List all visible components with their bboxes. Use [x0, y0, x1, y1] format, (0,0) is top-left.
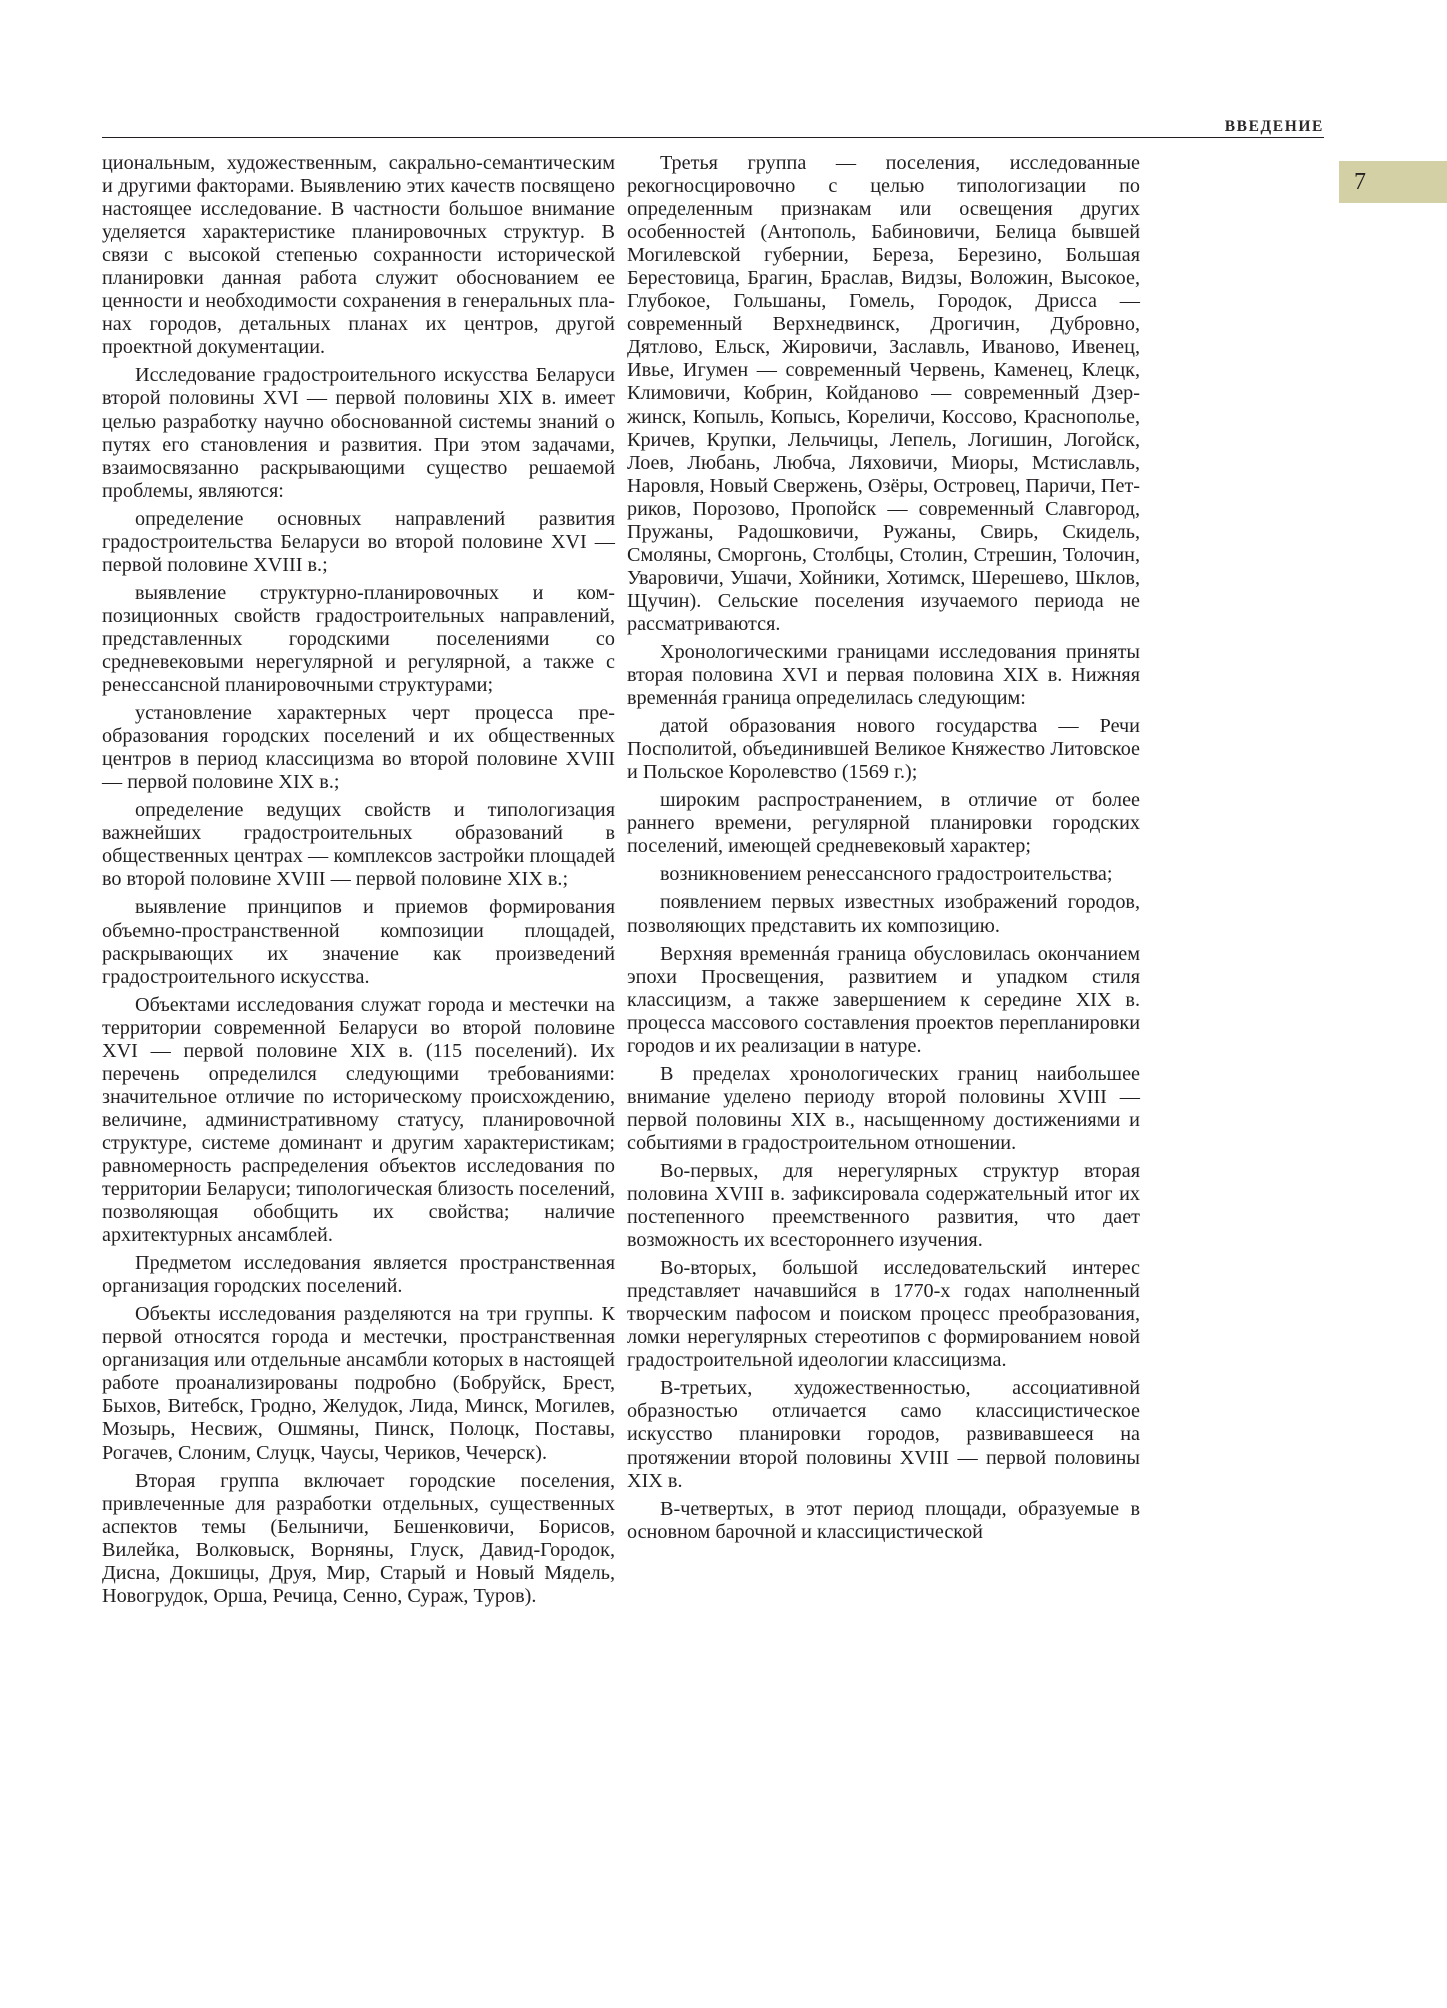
paragraph: В-четвертых, в этот период площади, образуемые в основном барочной и классицистической: [627, 1497, 1140, 1543]
page-number-tab: [1339, 161, 1447, 203]
paragraph: Вторая группа включает городские поселения, привлеченные для разработки отдельных, существенных аспектов темы (Белыничи, Бешенковичи, Борисов, Вилейка, Волковыск, Ворняны, Глуск, Давид-Городок, Дисна, Докшицы, Друя, Мир, Старый и Новый Мядель, Новогрудок, Орша, Речица, Сенно, Сураж, Туров).: [102, 1469, 615, 1607]
list-item: выявление структурно-планировочных и композиционных свойств градостроительных направлений, представленных городскими поселениями со средневековыми нерегулярной и регулярной, а также с ренессансной планировочными структурами;: [102, 581, 615, 697]
left-column: [102, 152, 615, 1608]
right-column: [627, 152, 1140, 1544]
list-item: определение ведущих свойств и типологизация важнейших градостроительных образований в общественных центрах — комплексов застройки площадей во второй половине XVIII — первой половине XIX в.;: [102, 799, 615, 891]
paragraph: Верхняя временнáя граница обусловилась окончанием эпохи Просвещения, развитием и упадком стиля классицизм, а также завершением к середине XIX в. процесса массового составления проектов перепланировки городов и их реализации в натуре.: [627, 942, 1140, 1057]
paragraph: Во-первых, для нерегулярных структур вторая половина XVIII в. зафиксировала содержательный итог их постепенного преемственного развития, что дает возможность их всестороннего изучения.: [627, 1159, 1140, 1252]
list-item: датой образования нового государства — Речи Посполитой, объединившей Великое Княжество Литовское и Польское Королевство (1569 г.);: [627, 715, 1140, 784]
list-item: определение основных направлений развития градостроительства Беларуси во второй половине XVI — первой половине XVIII в.;: [102, 507, 615, 576]
list-item: возникновением ренессансного градостроительства;: [660, 863, 1113, 886]
list-item: появлением первых известных изображений городов, позволяющих представить их композицию.: [627, 891, 1140, 937]
header-rule: [102, 137, 1324, 138]
paragraph: В пределах хронологических границ наибольшее внимание уделено периоду второй половины XVIII — первой половины XIX в., насыщенному достижениями и событиями в градостроительном отношении.: [627, 1062, 1140, 1154]
list-item: выявление принципов и приемов формирования объемно-пространственной композиции площадей, раскрывающих их значение как произведений градостроительного искусства.: [102, 896, 615, 988]
paragraph: Объекты исследования разделяются на три группы. К первой относятся города и местечки, пространственная организация или отдельные ансамбли которых в настоящей работе проанализированы подробно (Бобруйск, Брест, Быхов, Витебск, Гродно, Желудок, Лида, Минск, Могилев, Мозырь, Несвиж, Ошмяны, Пинск, Полоцк, Поставы, Рогачев, Слоним, Слуцк, Чаусы, Чериков, Чечерск).: [102, 1303, 615, 1464]
paragraph: Объектами исследования служат города и местечки на территории современной Беларуси во второй половине XVI — первой половине XIX в. (115 поселений). Их перечень определился следующими требованиями: значительное отличие по историческому происхождению, величине, административному статусу, планировочной структуре, системе доминант и другим характеристикам; равномерность распределения объектов исследования по территории Беларуси; типологическая близость поселений, позволяющая обобщить их свойства; наличие архитектурных ансамблей.: [102, 993, 615, 1247]
paragraph: Во-вторых, большой исследовательский интерес представляет начавшийся в 1770-х годах наполненный творческим пафосом и поиском процесс преобразования, ломки нерегулярных стереотипов с формированием новой градостроительной идеологии классицизма.: [627, 1257, 1140, 1372]
paragraph: Третья группа — поселения, исследованные рекогносцировочно с целью типологизации по определенным признакам или освещения других особенностей (Антополь, Бабиновичи, Белица бывшей Могилевской губернии, Береза, Березино, Большая Берестовица, Брагин, Браслав, Видзы, Воложин, Высокое, Глубокое, Гольшаны, Гомель, Городок, Дрисса — современный Верхнедвинск, Дрогичин, Дубровно, Дятлово, Ельск, Жировичи, Заславль, Иваново, Ивенец, Ивье, Игумен — современный Червень, Каменец, Клецк, Климовичи, Кобрин, Койданово — современный Дзержинск, Копыль, Копысь, Кореличи, Коссово, Краснополье, Кричев, Крупки, Лельчицы, Лепель, Логишин, Логойск, Лоев, Любань, Любча, Ляховичи, Миоры, Мстиславль, Наровля, Новый Свержень, Озёры, Островец, Паричи, Петриков, Порозово, Пропойск — современный Славгород, Пружаны, Радошковичи, Ружаны, Свирь, Скидель, Смоляны, Сморгонь, Столбцы, Столин, Стрешин, Толочин, Уваровичи, Ушачи, Хойники, Хотимск, Шерешево, Шклов, Щучин). Сельские поселения изучаемого периода не рассматриваются.: [627, 152, 1140, 635]
paragraph: В-третьих, художественностью, ассоциативной образностью отличается само классицистическое искусство планировки городов, развивавшееся на протяжении второй половины XVIII — первой половины XIX в.: [627, 1377, 1140, 1492]
running-head: ВВЕДЕНИЕ: [1224, 118, 1324, 135]
paragraph: Предметом исследования является пространственная организация городских поселений.: [102, 1252, 615, 1298]
list-item: установление характерных черт процесса преобразования городских поселений и их общественных центров в период классицизма во второй половине XVIII — первой половине XIX в.;: [102, 702, 615, 794]
list-item: широким распространением, в отличие от более раннего времени, регулярной планировки городских поселений, имеющей средневековый характер;: [627, 789, 1140, 858]
paragraph: циональным, художественным, сакрально-семантическим и другими факторами. Выявлению этих качеств посвящено настоящее исследование. В частности большое внимание уделяется характеристике планировочных структур. В связи с высокой степенью сохранности исторической планировки данная работа служит обоснованием ее ценности и необходимости сохранения в генеральных планах городов, детальных планах их центров, другой проектной документации.: [102, 152, 615, 359]
paragraph: Исследование градостроительного искусства Беларуси второй половины XVI — первой половины XIX в. имеет целью разработку научно обоснованной системы знаний о путях его становления и развития. При этом задачами, взаимосвязанно раскрывающими существо решаемой проблемы, являются:: [102, 364, 615, 502]
page-number: 7: [1354, 169, 1366, 195]
paragraph: Хронологическими границами исследования приняты вторая половина XVI и первая половина XIX в. Нижняя временнáя граница определилась следующим:: [627, 640, 1140, 710]
